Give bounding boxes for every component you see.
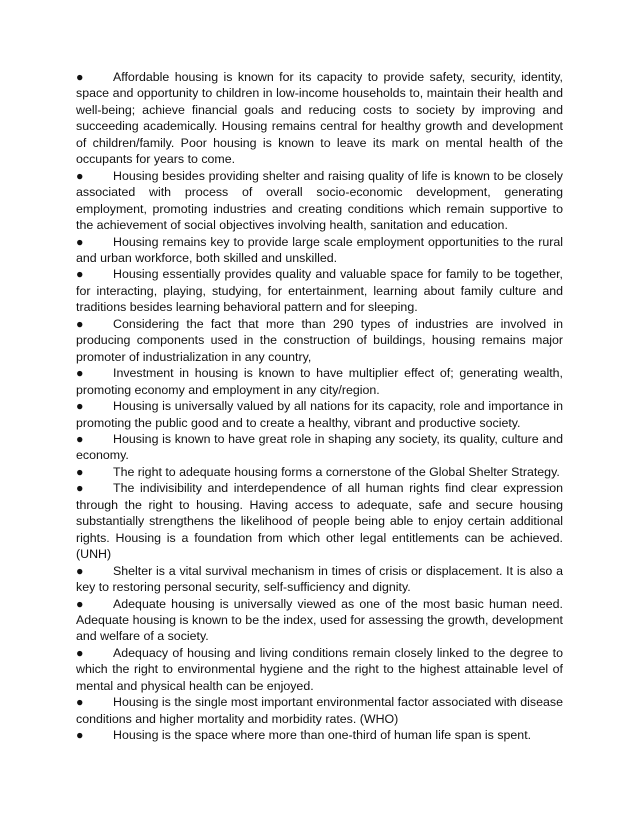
bullet-paragraph: [76, 431, 563, 464]
bullet-icon: ●: [76, 399, 84, 414]
paragraph-text: Housing essentially provides quality and valuable space for family to be together, for interacting, playing, studying, for entertainment, learning about family culture and traditions besides learning behavioral pattern and for sleeping.: [76, 267, 563, 315]
bullet-paragraph: [76, 694, 563, 727]
bullet-paragraph: [76, 563, 563, 596]
bullet-paragraph: [76, 480, 563, 562]
bullet-icon: ●: [76, 563, 84, 578]
bullet-paragraph: [76, 316, 563, 365]
paragraph-text: Shelter is a vital survival mechanism in times of crisis or displacement. It is also a key to restoring personal security, self-sufficiency and dignity.: [76, 563, 563, 595]
bullet-paragraph: [76, 168, 563, 234]
bullet-icon: ●: [76, 316, 84, 331]
bullet-paragraph: [76, 69, 563, 168]
paragraph-text: Housing remains key to provide large scale employment opportunities to the rural and urban workforce, both skilled and unskilled.: [76, 234, 563, 265]
paragraph-text: Housing is universally valued by all nations for its capacity, role and importance in promoting the public good and to create a healthy, vibrant and productive society.: [76, 399, 563, 430]
bullet-paragraph: [76, 596, 563, 645]
paragraph-text: Housing besides providing shelter and raising quality of life is known to be closely associated with process of overall socio-economic development, generating employment, promoting industries and creating conditions which remain supportive to the achievement of social objectives involving health, sanitation and education.: [76, 168, 563, 233]
bullet-icon: ●: [76, 645, 84, 660]
paragraph-text: The indivisibility and interdependence of all human rights find clear expression through the right to housing. Having access to adequate, safe and secure housing substantially strengthens the likelihood of people being able to enjoy certain additional rights. Housing is a foundation from which other legal entitlements can be achieved. (UNH): [76, 481, 563, 562]
bullet-icon: ●: [76, 234, 84, 249]
bullet-paragraph: [76, 645, 563, 694]
bullet-paragraph: [76, 266, 563, 315]
paragraph-text: Housing is the space where more than one-third of human life span is spent.: [113, 728, 532, 743]
bullet-icon: ●: [76, 267, 84, 282]
bullet-icon: ●: [76, 481, 84, 496]
bullet-icon: ●: [76, 464, 84, 479]
paragraph-text: The right to adequate housing forms a cornerstone of the Global Shelter Strategy.: [113, 464, 560, 479]
paragraph-text: Housing is known to have great role in shaping any society, its quality, culture and economy.: [76, 431, 563, 463]
bullet-icon: ●: [76, 168, 84, 183]
paragraph-text: Adequate housing is universally viewed as one of the most basic human need. Adequate housing is known to be the index, used for assessing the growth, development and welfare of a society.: [76, 596, 563, 644]
bullet-icon: ●: [76, 728, 84, 743]
paragraph-text: Considering the fact that more than 290 types of industries are involved in producing components used in the construction of buildings, housing remains major promoter of industrialization in any country,: [76, 316, 563, 364]
bullet-paragraph: [76, 727, 563, 743]
bullet-paragraph: [76, 464, 563, 480]
document-body: [76, 69, 563, 744]
bullet-paragraph: [76, 234, 563, 267]
bullet-paragraph: [76, 398, 563, 431]
paragraph-text: Affordable housing is known for its capacity to provide safety, security, identity, space and opportunity to children in low-income households to, maintain their health and well-being; achieve financial goals and reducing costs to society by improving and succeeding academically. Housing remains central for healthy growth and development of children/family. Poor housing is known to leave its mark on mental health of the occupants for years to come.: [76, 70, 563, 167]
bullet-icon: ●: [76, 431, 84, 446]
bullet-icon: ●: [76, 695, 84, 710]
paragraph-text: Housing is the single most important environmental factor associated with disease conditions and higher mortality and morbidity rates. (WHO): [76, 695, 563, 726]
paragraph-text: Adequacy of housing and living conditions remain closely linked to the degree to which the right to environmental hygiene and the right to the highest attainable level of mental and physical health can be enjoyed.: [76, 645, 563, 693]
bullet-icon: ●: [76, 366, 84, 381]
bullet-icon: ●: [76, 596, 84, 611]
bullet-icon: ●: [76, 70, 84, 84]
bullet-paragraph: [76, 365, 563, 398]
paragraph-text: Investment in housing is known to have multiplier effect of; generating wealth, promoting economy and employment in any city/region.: [76, 366, 563, 397]
